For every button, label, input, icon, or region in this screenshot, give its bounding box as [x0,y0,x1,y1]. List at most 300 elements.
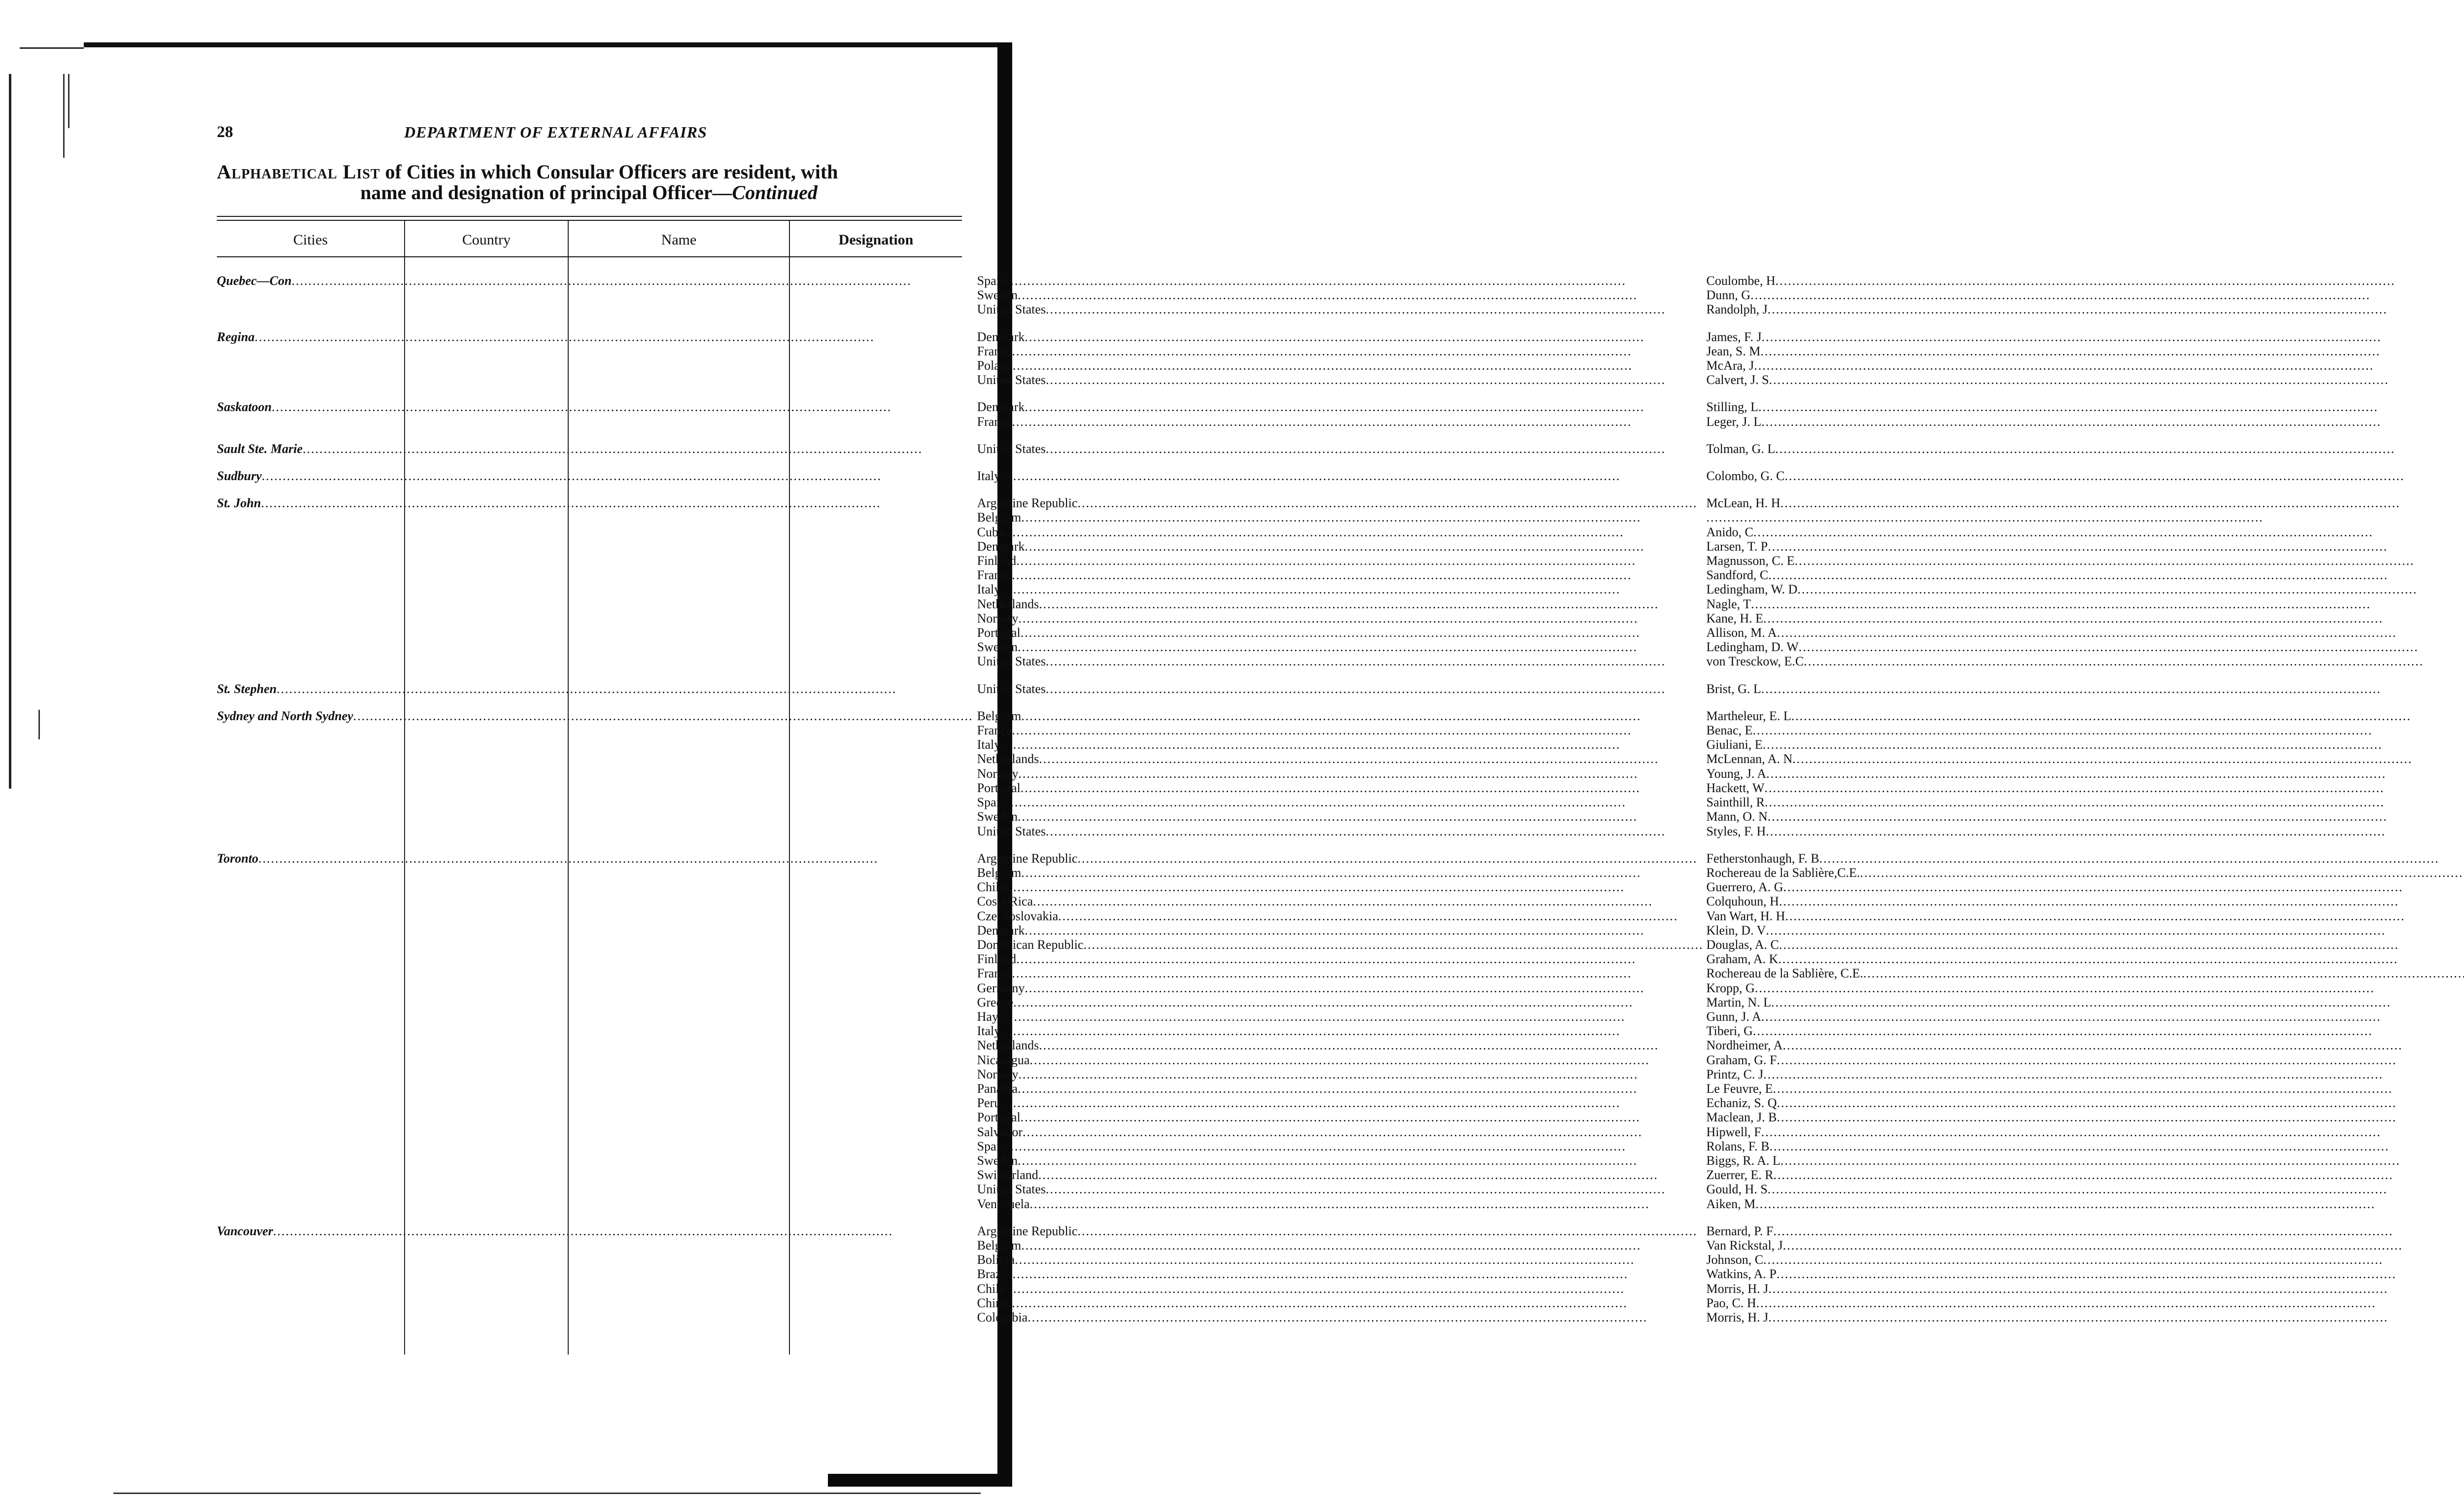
table-row [217,582,2464,596]
leader-dots [1780,496,2464,510]
cell-city [217,1067,973,1081]
table-row [217,1081,2464,1096]
cell-city [217,640,973,654]
leader-dots [1016,554,1703,568]
country-name: Norway [977,766,1019,781]
cell-country [973,568,1704,582]
country-name: Denmark [977,923,1025,938]
country-name: Belgium [977,1238,1022,1252]
officer-name: Printz, C. J [1706,1067,1764,1081]
cell-name [1704,1139,2464,1153]
cell-country [973,723,1704,737]
cell-country [973,866,1704,880]
officer-name: Hackett, W [1706,780,1765,795]
table-row [217,640,2464,654]
cell-name [1704,654,2464,668]
cell-name [1704,1197,2464,1211]
table-row [217,795,2464,809]
country-name: United States [977,824,1046,838]
country-name: Poland [977,358,1013,373]
leader-dots [1008,1267,1703,1281]
officer-name: Rolans, F. B [1706,1139,1770,1153]
leader-dots [1039,1038,1703,1052]
scan-mark [68,74,69,128]
leader-dots [1768,539,2464,554]
cell-city [217,1024,973,1038]
table-row [217,1182,2464,1196]
leader-dots [353,709,973,723]
country-name: Panama [977,1081,1018,1096]
leader-dots [1751,597,2464,611]
cell-city [217,1139,973,1153]
cell-name [1704,809,2464,824]
country-name: Denmark [977,329,1025,344]
table-row [217,809,2464,824]
cell-name [1704,1182,2464,1196]
cell-city [217,496,973,510]
country-name: Chile [977,1281,1005,1296]
leader-dots [1016,952,1703,966]
leader-dots [1792,752,2464,766]
country-name: Spain [977,274,1006,288]
page-edge-top-left [20,47,84,49]
country-name: Finland [977,952,1017,967]
cell-name [1704,1024,2464,1038]
table-row [217,866,2464,880]
table-row [217,1096,2464,1110]
cell-country [973,525,1704,539]
table-row [217,525,2464,539]
leader-dots [1008,1296,1704,1310]
cell-country [973,809,1704,824]
cell-city [217,302,973,316]
cell-city [217,1238,973,1252]
table-row [217,1009,2464,1024]
cell-country [973,1252,1704,1267]
country-name: Greece [977,995,1014,1009]
leader-dots [1766,923,2464,938]
table-row [217,1038,2464,1052]
cell-name [1704,1267,2464,1281]
header-rule [217,256,962,257]
officer-name: Guerrero, A. G [1706,880,1783,895]
cell-city [217,469,973,483]
cell-name [1704,626,2464,640]
officer-name: Gunn, J. A [1706,1009,1761,1024]
table-row [217,766,2464,781]
country-name: China [977,1295,1008,1310]
cell-city [217,1053,973,1067]
country-name: France [977,414,1012,429]
country-name: France [977,966,1012,981]
country-name: Denmark [977,400,1025,415]
cell-city [217,781,973,795]
country-name: Italy [977,1024,1001,1039]
cell-city [217,1009,973,1024]
officer-name: Tiberi, G [1706,1024,1753,1039]
cell-city [217,995,973,1009]
cell-city [217,981,973,995]
group-spacer [217,429,2464,442]
officer-name: Martheleur, E. L [1706,708,1791,723]
leader-dots [1755,1197,2464,1211]
table-row [217,723,2464,737]
table-row [217,981,2464,995]
leader-dots [1018,288,1704,302]
cell-city [217,866,973,880]
officer-name: Anido, C [1706,524,1753,539]
leader-dots [1797,582,2464,596]
cell-city [217,330,973,344]
country-name: Argentine Republic [977,851,1078,866]
page-number: 28 [217,123,233,141]
cell-name [1704,373,2464,387]
table-row [217,554,2464,568]
cell-name [1704,752,2464,766]
country-name: Denmark [977,539,1025,554]
leader-dots [1773,1081,2464,1096]
table-row [217,909,2464,923]
officer-name: Pao, C. H [1706,1295,1756,1310]
table-row [217,358,2464,373]
leader-dots [1033,894,1704,908]
officer-name: Van Wart, H. H [1706,908,1785,923]
country-name: Portugal [977,1110,1021,1125]
officer-name: Mann, O. N [1706,809,1768,824]
cell-country [973,1081,1704,1096]
cell-city [217,611,973,626]
cell-city [217,1081,973,1096]
leader-dots [1046,1182,1704,1196]
leader-dots [255,330,973,344]
leader-dots [1078,496,1704,510]
cell-name [1704,851,2464,866]
cell-city [217,851,973,866]
cell-name [1704,1081,2464,1096]
table-row [217,373,2464,387]
cell-country [973,597,1704,611]
table-row [217,654,2464,668]
leader-dots [292,274,973,288]
leader-dots [1768,568,2464,582]
leader-dots [1021,626,1704,640]
officer-name: Giuliani, E [1706,737,1763,752]
cell-country [973,611,1704,626]
table-row [217,1296,2464,1310]
table-row [217,1282,2464,1296]
officer-name: Calvert, J. S [1706,373,1769,387]
leader-dots [1773,1224,2464,1238]
scan-mark [63,74,65,158]
leader-dots [1025,400,1703,414]
country-name: Belgium [977,865,1022,880]
cell-city [217,400,973,414]
officer-name: Nagle, T [1706,596,1751,611]
table-row [217,288,2464,302]
table-row [217,709,2464,723]
cell-name [1704,1125,2464,1139]
table-row [217,568,2464,582]
cell-name [1704,415,2464,429]
table-row [217,626,2464,640]
leader-dots [1863,966,2464,980]
country-name: Cuba [977,524,1004,539]
leader-dots [1021,510,1703,524]
leader-dots [273,1224,973,1238]
officer-name: Morris, H. J [1706,1281,1769,1296]
leader-dots [1783,1238,2464,1252]
cell-name [1704,894,2464,908]
table-row [217,1139,2464,1153]
officer-name: Brist, G. L [1706,681,1761,696]
leader-dots [1078,1224,1704,1238]
leader-dots [272,400,973,414]
leader-dots [1013,995,1703,1009]
cell-name [1704,824,2464,838]
leader-dots [1771,995,2464,1009]
leader-dots [1761,1125,2464,1139]
country-name: Germany [977,980,1025,995]
leader-dots [1774,1168,2464,1182]
cell-city [217,373,973,387]
cell-country [973,1053,1704,1067]
cell-country [973,1310,1704,1324]
leader-dots [1753,525,2464,539]
cell-name [1704,400,2464,414]
leader-dots [1046,442,1704,456]
officer-name: Johnson, C [1706,1252,1764,1267]
cell-name [1704,1153,2464,1168]
table-row [217,1053,2464,1067]
table-row [217,966,2464,980]
cell-city [217,1182,973,1196]
cell-city [217,1197,973,1211]
table-row [217,344,2464,358]
leader-dots [1766,824,2464,838]
city-name: St. John [217,496,261,511]
leader-dots [1707,510,2464,524]
leader-dots [1018,766,1703,781]
cell-country [973,1110,1704,1124]
cell-city [217,824,973,838]
officer-name: Benac, E [1706,723,1753,738]
cell-name [1704,554,2464,568]
cell-country [973,1024,1704,1038]
cell-name [1704,442,2464,456]
cell-city [217,1282,973,1296]
city-name: Toronto [217,851,259,866]
cell-name [1704,525,2464,539]
cell-name [1704,510,2464,524]
leader-dots [1000,1024,1703,1038]
table-row [217,824,2464,838]
table-row [217,938,2464,952]
country-name: Peru [977,1096,1001,1111]
cell-country [973,1224,1704,1238]
city-name: Regina [217,329,255,344]
country-name: Brazil [977,1267,1009,1282]
officer-name: Dunn, G [1706,288,1751,303]
leader-dots [1046,682,1704,696]
country-name: United States [977,441,1046,456]
cell-city [217,568,973,582]
table-row [217,1197,2464,1211]
leader-dots [1039,597,1703,611]
leader-dots [1755,981,2464,995]
cell-city [217,510,973,524]
table-row [217,1153,2464,1168]
cell-name [1704,1038,2464,1052]
leader-dots [1058,909,1703,923]
cell-country [973,554,1704,568]
leader-dots [1006,795,1704,809]
country-name: Norway [977,1067,1019,1081]
cell-country [973,766,1704,781]
cell-city [217,1153,973,1168]
leader-dots [1029,1053,1703,1067]
leader-dots [1078,851,1704,866]
country-name: Bolivia [977,1252,1015,1267]
leader-dots [1779,894,2464,908]
table-row [217,682,2464,696]
officer-name: Colombo, G. C [1706,469,1785,484]
cell-city [217,554,973,568]
column-header-name: Name [661,232,697,248]
cell-name [1704,795,2464,809]
cell-country [973,995,1704,1009]
table-row [217,302,2464,316]
cell-country [973,1282,1704,1296]
cell-name [1704,568,2464,582]
country-name: Switzerland [977,1168,1038,1183]
leader-dots [1012,344,1703,358]
cell-country [973,1009,1704,1024]
officer-name: Nordheimer, A [1706,1038,1783,1053]
leader-dots [1023,1125,1703,1139]
leader-dots [1761,682,2464,696]
leader-dots [1046,824,1704,838]
leader-dots [1018,611,1703,626]
cell-city [217,1224,973,1238]
country-name: Italy [977,582,1001,597]
cell-country [973,1296,1704,1310]
leader-dots [1025,330,1703,344]
cell-country [973,851,1704,866]
leader-dots [1763,611,2464,626]
cell-name [1704,1238,2464,1252]
cell-city [217,288,973,302]
country-name: Costa Rica [977,894,1033,909]
leader-dots [1021,709,1703,723]
cell-city [217,582,973,596]
leader-dots [1760,344,2464,358]
city-name: Sydney and North Sydney [217,708,353,723]
officer-name: Tolman, G. L [1706,441,1776,456]
leader-dots [1761,1009,2464,1024]
officer-name: Maclean, J. B [1706,1110,1777,1125]
leader-dots [258,851,973,866]
leader-dots [262,469,973,483]
leader-dots [1000,1096,1703,1110]
cell-country [973,640,1704,654]
column-header-country: Country [462,232,511,248]
officer-name: Zuerrer, E. R [1706,1168,1774,1183]
table-row [217,752,2464,766]
leader-dots [1768,1182,2464,1196]
cell-name [1704,330,2464,344]
cell-country [973,1067,1704,1081]
cell-country [973,1153,1704,1168]
cell-name [1704,1252,2464,1267]
table-row [217,415,2464,429]
country-name: France [977,568,1012,583]
page-edge-left [9,74,11,789]
officer-name: Allison, M. A [1706,626,1777,640]
cell-city [217,1310,973,1324]
title-continued: Continued [732,181,818,204]
table-row [217,469,2464,483]
cell-city [217,344,973,358]
cell-name [1704,1282,2464,1296]
country-name: Italy [977,737,1001,752]
officer-name: Van Rickstal, J [1706,1238,1783,1252]
leader-dots [1021,1110,1704,1124]
leader-dots [1018,1067,1703,1081]
officer-name: Echaniz, S. Q [1706,1096,1777,1111]
cell-name [1704,288,2464,302]
cell-country [973,415,1704,429]
table-row [217,880,2464,894]
title-line2-main: name and designation of principal Officer— [360,181,732,204]
group-spacer [217,1211,2464,1224]
cell-city [217,709,973,723]
table-row [217,737,2464,752]
officer-name: Morris, H. J [1706,1310,1769,1324]
cell-city [217,654,973,668]
leader-dots [1018,1153,1704,1168]
cell-country [973,654,1704,668]
officer-name: Kropp, G [1706,980,1755,995]
country-name: Sweden [977,640,1018,655]
country-name: Nicaragua [977,1052,1030,1067]
cell-country [973,1125,1704,1139]
title-smallcaps: Alphabetical List [217,161,380,183]
cell-name [1704,469,2464,483]
cell-name [1704,344,2464,358]
country-name: Spain [977,795,1006,810]
page-edge-top [84,42,1000,47]
cell-city [217,1168,973,1182]
leader-dots [1012,568,1703,582]
country-name: Spain [977,1139,1006,1153]
leader-dots [1776,274,2464,288]
cell-country [973,1168,1704,1182]
cell-name [1704,1296,2464,1310]
leader-dots [1777,626,2464,640]
officer-name: McLennan, A. N [1706,752,1793,766]
officer-name: Biggs, R. A. L [1706,1153,1780,1168]
leader-dots [1782,1038,2464,1052]
cell-country [973,373,1704,387]
officer-name: Styles, F. H [1706,824,1766,838]
cell-country [973,1096,1704,1110]
leader-dots [1768,1310,2464,1324]
officer-name: Larsen, T. P [1706,539,1768,554]
city-name: Vancouver [217,1223,274,1238]
leader-dots [1785,909,2464,923]
leader-dots [1765,795,2464,809]
cell-city [217,682,973,696]
